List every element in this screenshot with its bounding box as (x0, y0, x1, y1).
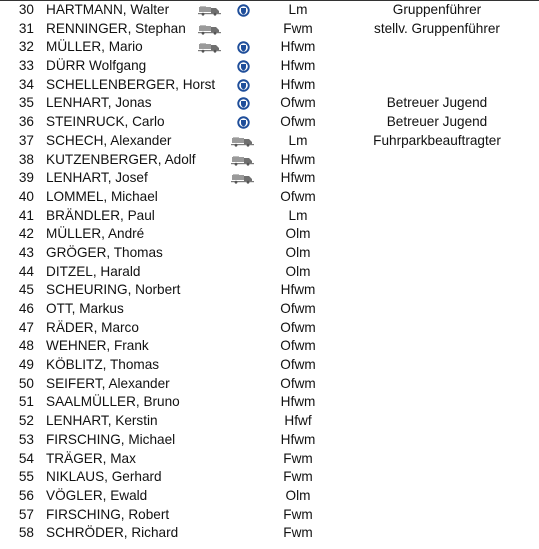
member-name: DITZEL, Harald (46, 263, 141, 279)
table-row (0, 393, 539, 412)
member-role: Fuhrparkbeauftragter (373, 132, 501, 148)
member-name: SCHRÖDER, Richard (46, 525, 179, 541)
member-number: 37 (18, 132, 34, 148)
shield-badge-icon (237, 60, 250, 73)
member-role: Betreuer Jugend (386, 114, 488, 130)
table-row (0, 431, 539, 450)
member-name: RÄDER, Marco (46, 319, 139, 335)
member-name: LENHART, Jonas (46, 95, 152, 111)
table-row (0, 487, 539, 506)
member-rank: Lm (288, 2, 308, 17)
member-rank: Hfwm (280, 394, 316, 410)
table-row (0, 0, 539, 20)
member-rank: Fwm (283, 450, 313, 466)
member-name: HARTMANN, Walter (46, 2, 170, 17)
member-number: 51 (18, 394, 34, 410)
member-name: SEIFERT, Alexander (46, 375, 170, 391)
table-row (0, 38, 539, 57)
member-number: 56 (18, 487, 34, 503)
table-row (0, 169, 539, 188)
member-rank: Hfwm (280, 151, 316, 167)
member-rank: Ofwm (280, 95, 316, 111)
member-name: LENHART, Kerstin (46, 413, 158, 429)
member-number: 55 (18, 469, 34, 485)
member-role: stellv. Gruppenführer (374, 20, 500, 36)
table-row (0, 300, 539, 319)
member-rank: Ofwm (280, 357, 316, 373)
member-name: VÖGLER, Ewald (46, 487, 148, 503)
member-name: FIRSCHING, Michael (46, 431, 176, 447)
member-number: 58 (18, 525, 34, 541)
member-rank: Fwm (283, 506, 313, 522)
truck-icon (198, 42, 222, 53)
member-rank: Hfwm (280, 39, 316, 55)
table-row (0, 57, 539, 76)
truck-icon (231, 136, 255, 147)
member-rank: Hfwm (280, 431, 316, 447)
shield-badge-icon (237, 41, 250, 54)
table-row (0, 506, 539, 525)
member-rank: Hfwf (284, 413, 312, 429)
table-row (0, 337, 539, 356)
table-row (0, 244, 539, 263)
table-row (0, 20, 539, 39)
member-number: 33 (18, 58, 34, 74)
member-number: 44 (18, 263, 34, 279)
table-row (0, 151, 539, 170)
member-rank: Lm (288, 132, 308, 148)
member-number: 40 (18, 188, 34, 204)
table-row (0, 94, 539, 113)
member-name: LENHART, Josef (46, 170, 148, 186)
member-name: WEHNER, Frank (46, 338, 149, 354)
member-name: TRÄGER, Max (46, 450, 136, 466)
member-name: FIRSCHING, Robert (46, 506, 170, 522)
member-role: Gruppenführer (392, 2, 482, 17)
member-name: LOMMEL, Michael (46, 188, 158, 204)
member-rank: Ofwm (280, 338, 316, 354)
member-number: 46 (18, 301, 34, 316)
shield-badge-icon (237, 79, 250, 92)
table-row (0, 225, 539, 244)
member-number: 50 (18, 375, 34, 391)
member-rank: Ofwm (280, 375, 316, 391)
member-name: BRÄNDLER, Paul (46, 207, 155, 223)
member-name: SAALMÜLLER, Bruno (46, 394, 180, 410)
member-number: 38 (18, 151, 34, 167)
table-row (0, 263, 539, 282)
member-rank: Hfwm (280, 170, 316, 186)
shield-badge-icon (237, 97, 250, 110)
member-rank: Lm (288, 207, 308, 223)
member-number: 34 (18, 76, 34, 92)
table-row (0, 113, 539, 132)
table-row (0, 132, 539, 151)
member-rank: Hfwm (280, 282, 316, 298)
table-row (0, 468, 539, 487)
member-rank: Olm (285, 244, 311, 260)
member-number: 57 (18, 506, 34, 522)
member-name: DÜRR Wolfgang (46, 58, 147, 74)
member-number: 36 (18, 114, 34, 130)
member-rank: Fwm (283, 525, 313, 541)
member-rank: Olm (285, 226, 311, 242)
table-row (0, 188, 539, 207)
member-rank: Fwm (283, 20, 313, 36)
member-rank: Ofwm (280, 114, 316, 130)
member-number: 49 (18, 357, 34, 373)
table-row (0, 450, 539, 469)
shield-badge-icon (237, 4, 250, 17)
member-rank: Ofwm (280, 188, 316, 204)
member-rank: Hfwm (280, 76, 316, 92)
member-number: 53 (18, 431, 34, 447)
truck-icon (231, 173, 255, 184)
member-number: 39 (18, 170, 34, 186)
member-role: Betreuer Jugend (386, 95, 488, 111)
member-number: 41 (18, 207, 34, 223)
shield-badge-icon (237, 116, 250, 129)
table-row (0, 375, 539, 394)
table-row (0, 207, 539, 226)
member-rank: Olm (285, 487, 311, 503)
member-name: SCHELLENBERGER, Horst (46, 76, 216, 92)
member-name: MÜLLER, André (46, 226, 145, 242)
member-number: 45 (18, 282, 34, 298)
member-number: 54 (18, 450, 34, 466)
member-name: OTT, Markus (46, 301, 124, 316)
truck-icon (198, 5, 222, 16)
member-name: GRÖGER, Thomas (46, 244, 163, 260)
member-number: 43 (18, 244, 34, 260)
member-name: KÖBLITZ, Thomas (46, 357, 160, 373)
table-row (0, 356, 539, 375)
member-rank: Hfwm (280, 58, 316, 74)
member-number: 31 (18, 20, 34, 36)
member-rank: Ofwm (280, 319, 316, 335)
member-rank: Olm (285, 263, 311, 279)
member-name: KUTZENBERGER, Adolf (46, 151, 196, 167)
member-name: NIKLAUS, Gerhard (46, 469, 162, 485)
member-name: RENNINGER, Stephan (46, 20, 186, 36)
member-number: 47 (18, 319, 34, 335)
member-number: 32 (18, 39, 34, 55)
member-name: SCHECH, Alexander (46, 132, 172, 148)
member-number: 35 (18, 95, 34, 111)
table-row (0, 524, 539, 543)
table-row (0, 319, 539, 338)
truck-icon (198, 24, 222, 35)
member-number: 30 (18, 2, 34, 17)
member-rank: Fwm (283, 469, 313, 485)
table-row (0, 281, 539, 300)
member-number: 52 (18, 413, 34, 429)
truck-icon (231, 155, 255, 166)
table-row (0, 412, 539, 431)
member-name: SCHEURING, Norbert (46, 282, 181, 298)
member-number: 48 (18, 338, 34, 354)
member-rank: Ofwm (280, 301, 316, 316)
member-name: STEINRUCK, Carlo (46, 114, 165, 130)
member-number: 42 (18, 226, 34, 242)
member-name: MÜLLER, Mario (46, 39, 143, 55)
table-row (0, 76, 539, 95)
